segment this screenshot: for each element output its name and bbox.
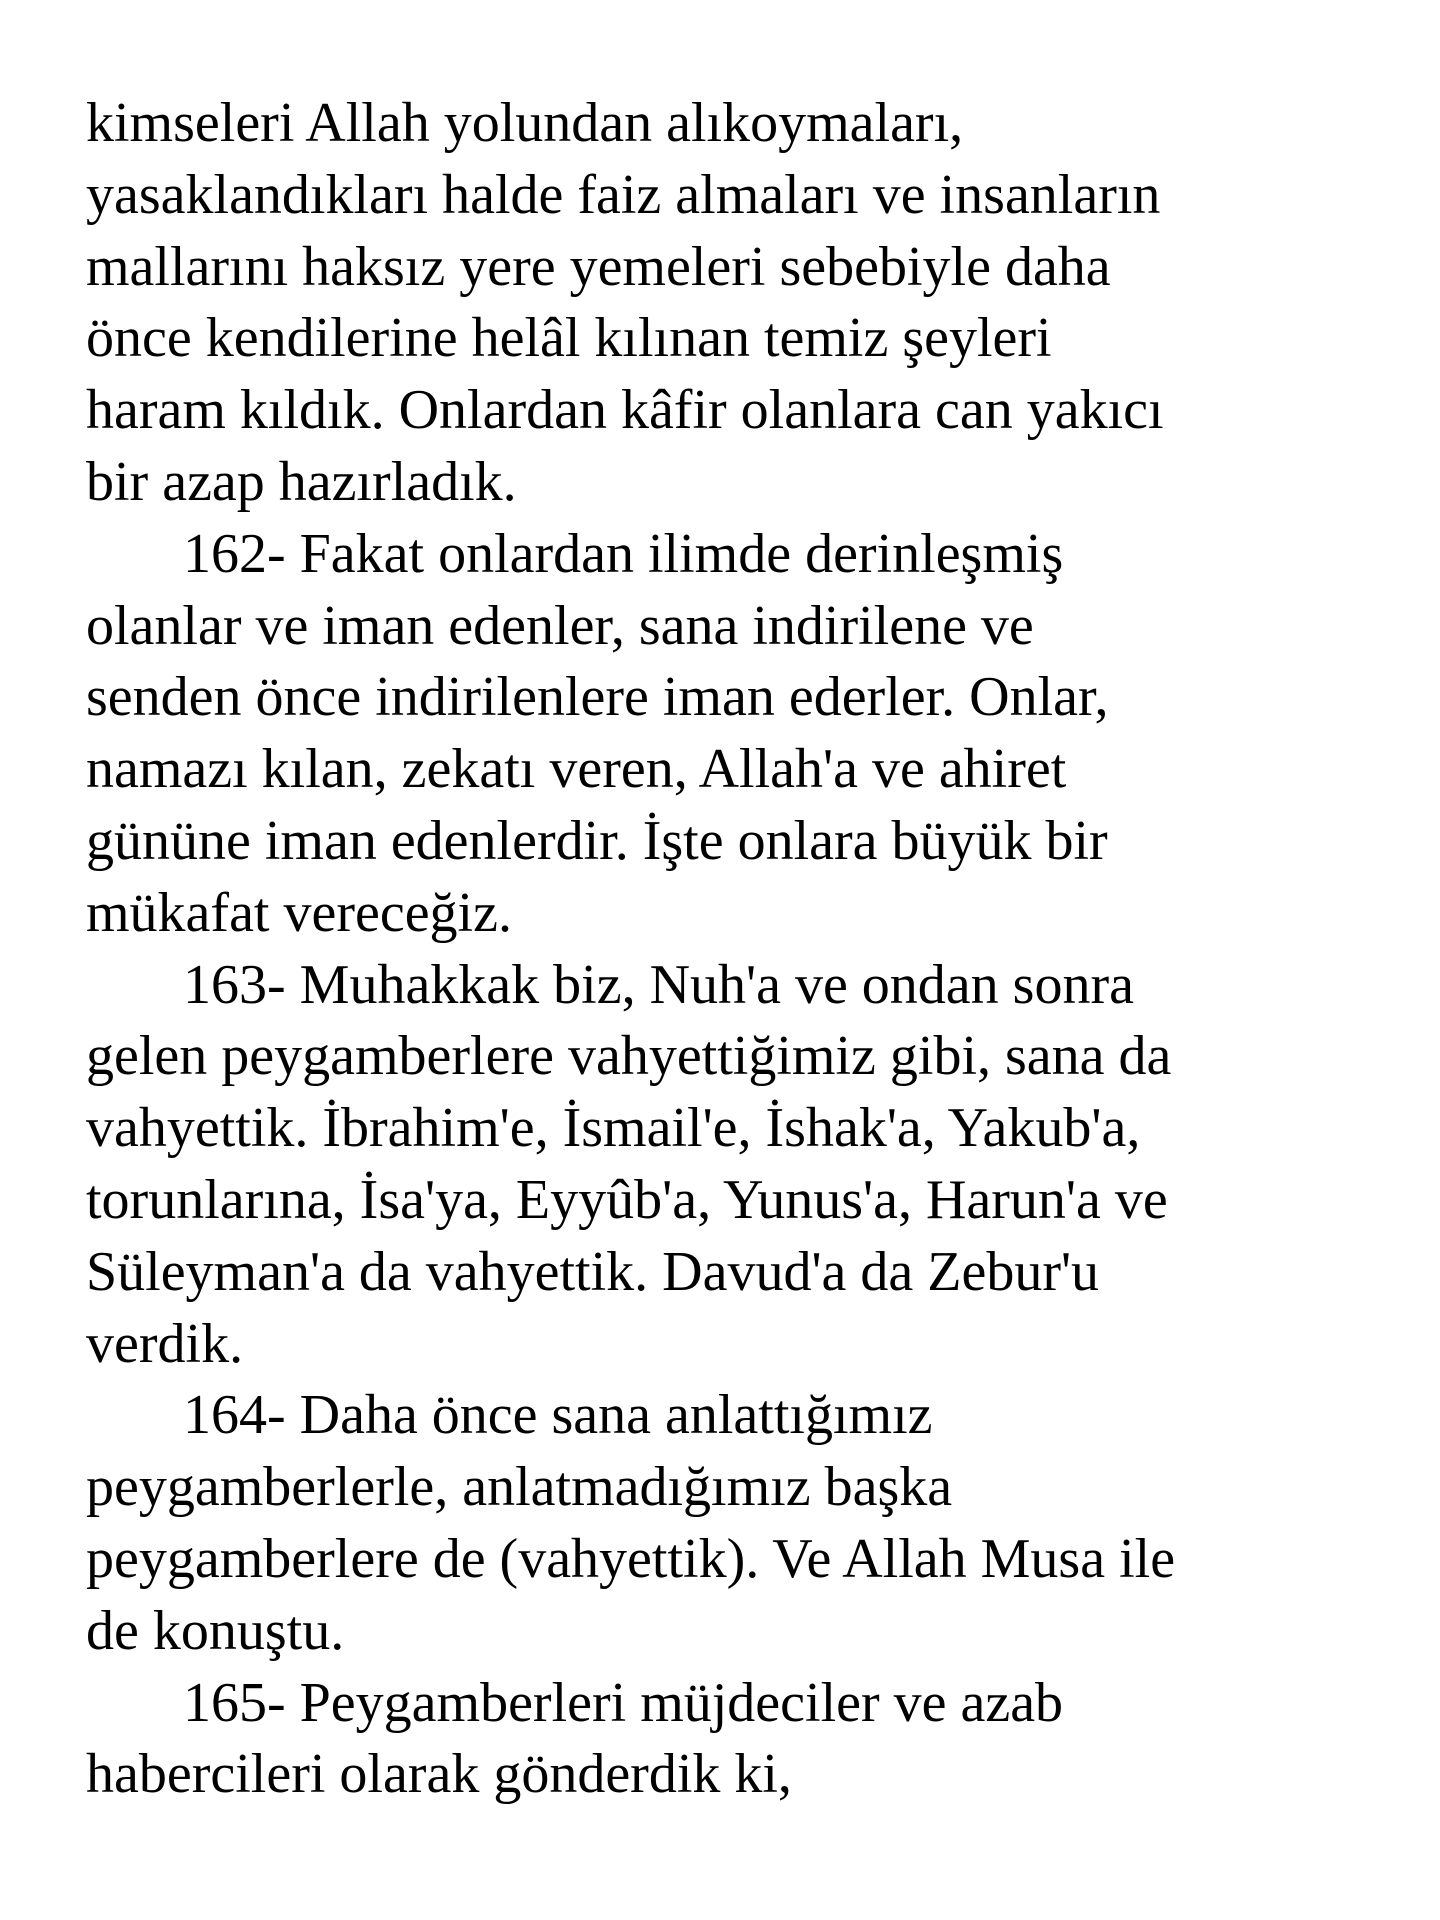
verse-163-start: 163- Muhakkak biz, Nuh'a ve ondan sonra [183,953,1134,1016]
text-line: önce kendilerine helâl kılınan temiz şeyleri [86,307,1052,370]
text-line: mükafat vereceğiz. [86,881,512,944]
text-line: peygamberlerle, anlatmadığımız başka [86,1456,953,1519]
text-line: bir azap hazırladık. [86,450,517,513]
text-line: olanlar ve iman edenler, sana indirilene ve [86,594,1034,657]
text-line: namazı kılan, zekatı veren, Allah'a ve ahiret [86,738,1067,801]
text-line: haram kıldık. Onlardan kâfir olanlara can yakıcı [86,379,1164,442]
text-line: kimseleri Allah yolundan alıkoymaları, [86,92,964,154]
text-line: torunlarına, İsa'ya, Eyyûb'a, Yunus'a, Harun'a ve [86,1168,1168,1231]
verse-164-start: 164- Daha önce sana anlattığımız [183,1384,933,1447]
text-line: habercileri olarak gönderdik ki, [86,1743,792,1806]
verse-162-start: 162- Fakat onlardan ilimde derinleşmiş [183,522,1064,585]
verse-165-start: 165- Peygamberleri müjdeciler ve azab [183,1671,1064,1734]
text-line: peygamberlere de (vahyettik). Ve Allah Musa ile [86,1527,1176,1590]
text-line: mallarını haksız yere yemeleri sebebiyle daha [86,235,1111,298]
document-page [86,88,1386,1811]
text-line: de konuştu. [86,1599,345,1662]
text-line: gelen peygamberlere vahyettiğimiz gibi, sana da [86,1025,1172,1088]
text-line: yasaklandıkları halde faiz almaları ve insanların [86,163,1161,226]
text-line: vahyettik. İbrahim'e, İsmail'e, İshak'a, Yakub'a, [86,1097,1141,1160]
text-line: senden önce indirilenlere iman ederler. Onlar, [86,666,1109,729]
text-line: Süleyman'a da vahyettik. Davud'a da Zebur'u [86,1240,1100,1303]
text-line: verdik. [86,1312,244,1375]
text-line: gününe iman edenlerdir. İşte onlara büyük bir [86,809,1108,872]
